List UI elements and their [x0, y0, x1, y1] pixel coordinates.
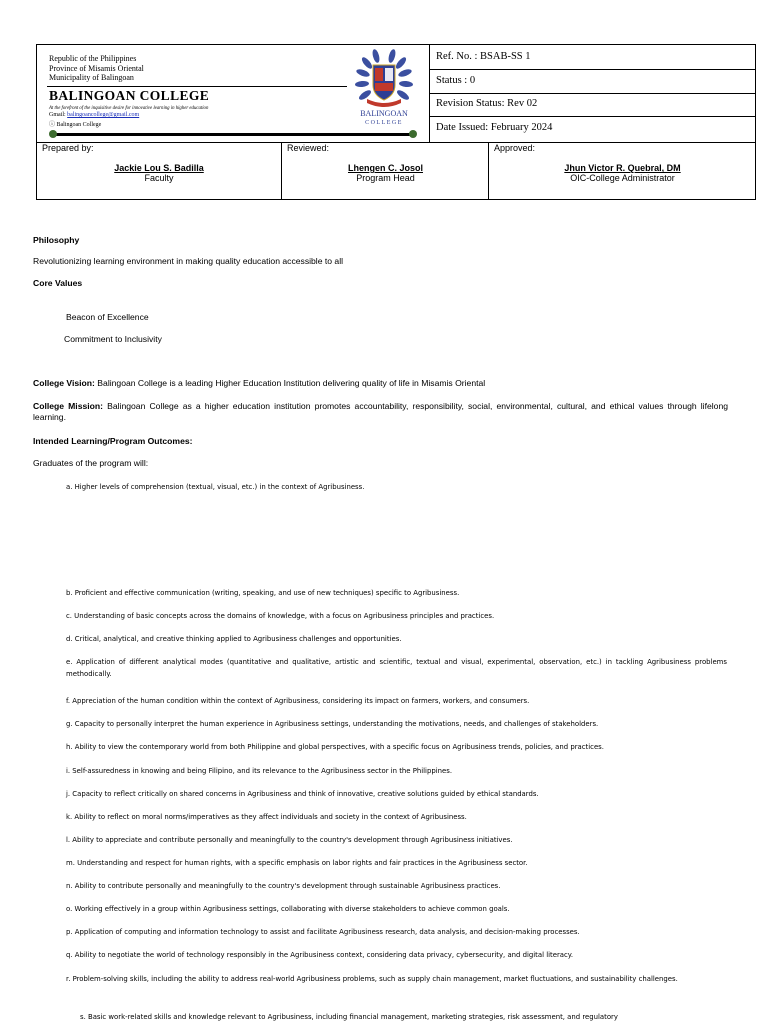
- signatory-role: Program Head: [356, 173, 415, 183]
- status: Status : 0: [436, 75, 476, 86]
- outcome-item: j. Capacity to reflect critically on shared concerns in Agribusiness and think of innovative, creative solutions guided by ethical standards.: [66, 790, 539, 798]
- meta-divider: [430, 93, 756, 94]
- outcome-item: b. Proficient and effective communication (writing, speaking, and use of new techniques) specific to Agribusiness.: [66, 589, 460, 597]
- core-values-heading: Core Values: [33, 278, 83, 288]
- college-mission: [33, 401, 728, 423]
- address-block: [49, 54, 144, 83]
- vision-label: College Vision:: [33, 378, 95, 388]
- facebook-icon: ⓘ: [49, 122, 56, 128]
- address-line: Province of Misamis Oriental: [49, 63, 144, 73]
- outcome-item: i. Self-assuredness in knowing and being Filipino, and its relevance to the Agribusiness sector in the Philippines.: [66, 767, 453, 775]
- outcome-item: e. Application of different analytical modes (quantitative and qualitative, artistic and scientific, textual and visual, experimental, observation, etc.) in tackling Agribusiness problems methodically.: [66, 658, 727, 678]
- signatory-name: Jackie Lou S. Badilla: [114, 163, 204, 173]
- signatory-caption: Reviewed:: [287, 143, 330, 153]
- meta-divider: [430, 69, 756, 70]
- ilo-heading: Intended Learning/Program Outcomes:: [33, 436, 193, 446]
- pen-rule-end-icon: [409, 130, 417, 138]
- address-line: Municipality of Balingoan: [49, 73, 134, 82]
- outcome-item: r. Problem-solving skills, including the ability to address real-world Agribusiness problems, such as supply chain management, market fluctuations, and sustainability challenges.: [66, 975, 678, 983]
- document-header: [36, 44, 756, 200]
- signatory-name: Jhun Victor R. Quebral, DM: [564, 163, 681, 173]
- college-seal-icon: [355, 49, 413, 131]
- core-value-item: Beacon of Excellence: [66, 312, 149, 322]
- outcome-item: a. Higher levels of comprehension (textual, visual, etc.) in the context of Agribusiness.: [66, 483, 365, 491]
- email-line: [49, 112, 139, 118]
- outcome-item: g. Capacity to personally interpret the human experience in Agribusiness settings, understanding the motivations, needs, and challenges of stakeholders.: [66, 720, 599, 728]
- email-prefix: Gmail:: [49, 112, 66, 118]
- core-value-item: Commitment to Inclusivity: [64, 334, 162, 344]
- reviewed-by-cell: [281, 143, 489, 200]
- email-link[interactable]: balingoancollege@gmail.com: [67, 112, 140, 118]
- signatory-role: OIC-College Administrator: [570, 173, 675, 183]
- outcome-item: m. Understanding and respect for human rights, with a specific emphasis on labor rights and fair practices in the Agribusiness sector.: [66, 859, 528, 867]
- outcome-item: q. Ability to negotiate the world of technology responsibly in the Agribusiness context, considering data privacy, cybersecurity, and digital literacy.: [66, 951, 574, 959]
- pen-rule-end-icon: [49, 130, 57, 138]
- header-pen-rule: [51, 133, 415, 136]
- meta-divider: [430, 116, 756, 117]
- facebook-page: Balingoan College: [56, 122, 102, 128]
- college-vision: [33, 378, 728, 389]
- ref-number: Ref. No. : BSAB-SS 1: [436, 51, 531, 62]
- philosophy-text: Revolutionizing learning environment in making quality education accessible to all: [33, 256, 344, 266]
- approved-by-cell: [488, 143, 756, 200]
- outcome-item: c. Understanding of basic concepts across the domains of knowledge, with a focus on Agribusiness principles and practices.: [66, 612, 495, 620]
- outcome-item: d. Critical, analytical, and creative thinking applied to Agribusiness challenges and opportunities.: [66, 635, 402, 643]
- signatory-caption: Prepared by:: [42, 143, 94, 153]
- facebook-line: [49, 119, 101, 128]
- signatory-name: Lhengen C. Josol: [347, 163, 423, 173]
- document-control-block: [429, 45, 756, 142]
- signatory-row: [37, 142, 755, 200]
- outcome-item: f. Appreciation of the human condition within the context of Agribusiness, considering its impact on farmers, workers, and consumers.: [66, 697, 530, 705]
- outcome-item: o. Working effectively in a group within Agribusiness settings, collaborating with diverse stakeholders to achieve common goals.: [66, 905, 510, 913]
- ilo-intro: Graduates of the program will:: [33, 458, 149, 468]
- mission-text: Balingoan College as a higher education institution promotes accountability, responsibility, social, environmental, cultural, and ethical values through lifelong learning.: [33, 401, 729, 422]
- address-divider: [47, 86, 347, 87]
- outcome-item: h. Ability to view the contemporary world from both Philippine and global perspectives, with a specific focus on Agribusiness trends, policies, and practices.: [66, 743, 604, 751]
- vision-text: Balingoan College is a leading Higher Education Institution delivering quality of life in Misamis Oriental: [94, 378, 486, 388]
- signatory-role: Faculty: [144, 173, 174, 183]
- revision-status: Revision Status: Rev 02: [436, 98, 538, 109]
- outcome-item: p. Application of computing and information technology to assist and facilitate Agribusiness research, data analysis, and decision-making processes.: [66, 928, 580, 936]
- institution-block: [37, 45, 429, 142]
- mission-label: College Mission:: [33, 401, 104, 411]
- prepared-by-cell: [37, 143, 281, 200]
- outcome-item: l. Ability to appreciate and contribute personally and meaningfully to the country's development through Agribusiness initiatives.: [66, 836, 513, 844]
- address-line: Republic of the Philippines: [49, 54, 137, 63]
- outcome-item: s. Basic work-related skills and knowledge relevant to Agribusiness, including financial management, marketing strategies, risk assessment, and regulatory: [80, 1013, 618, 1021]
- outcome-item: n. Ability to contribute personally and meaningfully to the country's development through sustainable Agribusiness practices.: [66, 882, 501, 890]
- outcome-item: k. Ability to reflect on moral norms/imperatives as they affect individuals and society in the context of Agribusiness.: [66, 813, 467, 821]
- signatory-caption: Approved:: [494, 143, 536, 153]
- philosophy-heading: Philosophy: [33, 235, 80, 245]
- college-name: BALINGOAN COLLEGE: [49, 88, 210, 103]
- college-tagline: At the forefront of the inquisitive desire for innovative learning in higher education: [49, 106, 209, 111]
- logo-sub: COLLEGE: [365, 120, 403, 126]
- logo-name: BALINGOAN: [360, 109, 408, 118]
- date-issued: Date Issued: February 2024: [436, 122, 553, 133]
